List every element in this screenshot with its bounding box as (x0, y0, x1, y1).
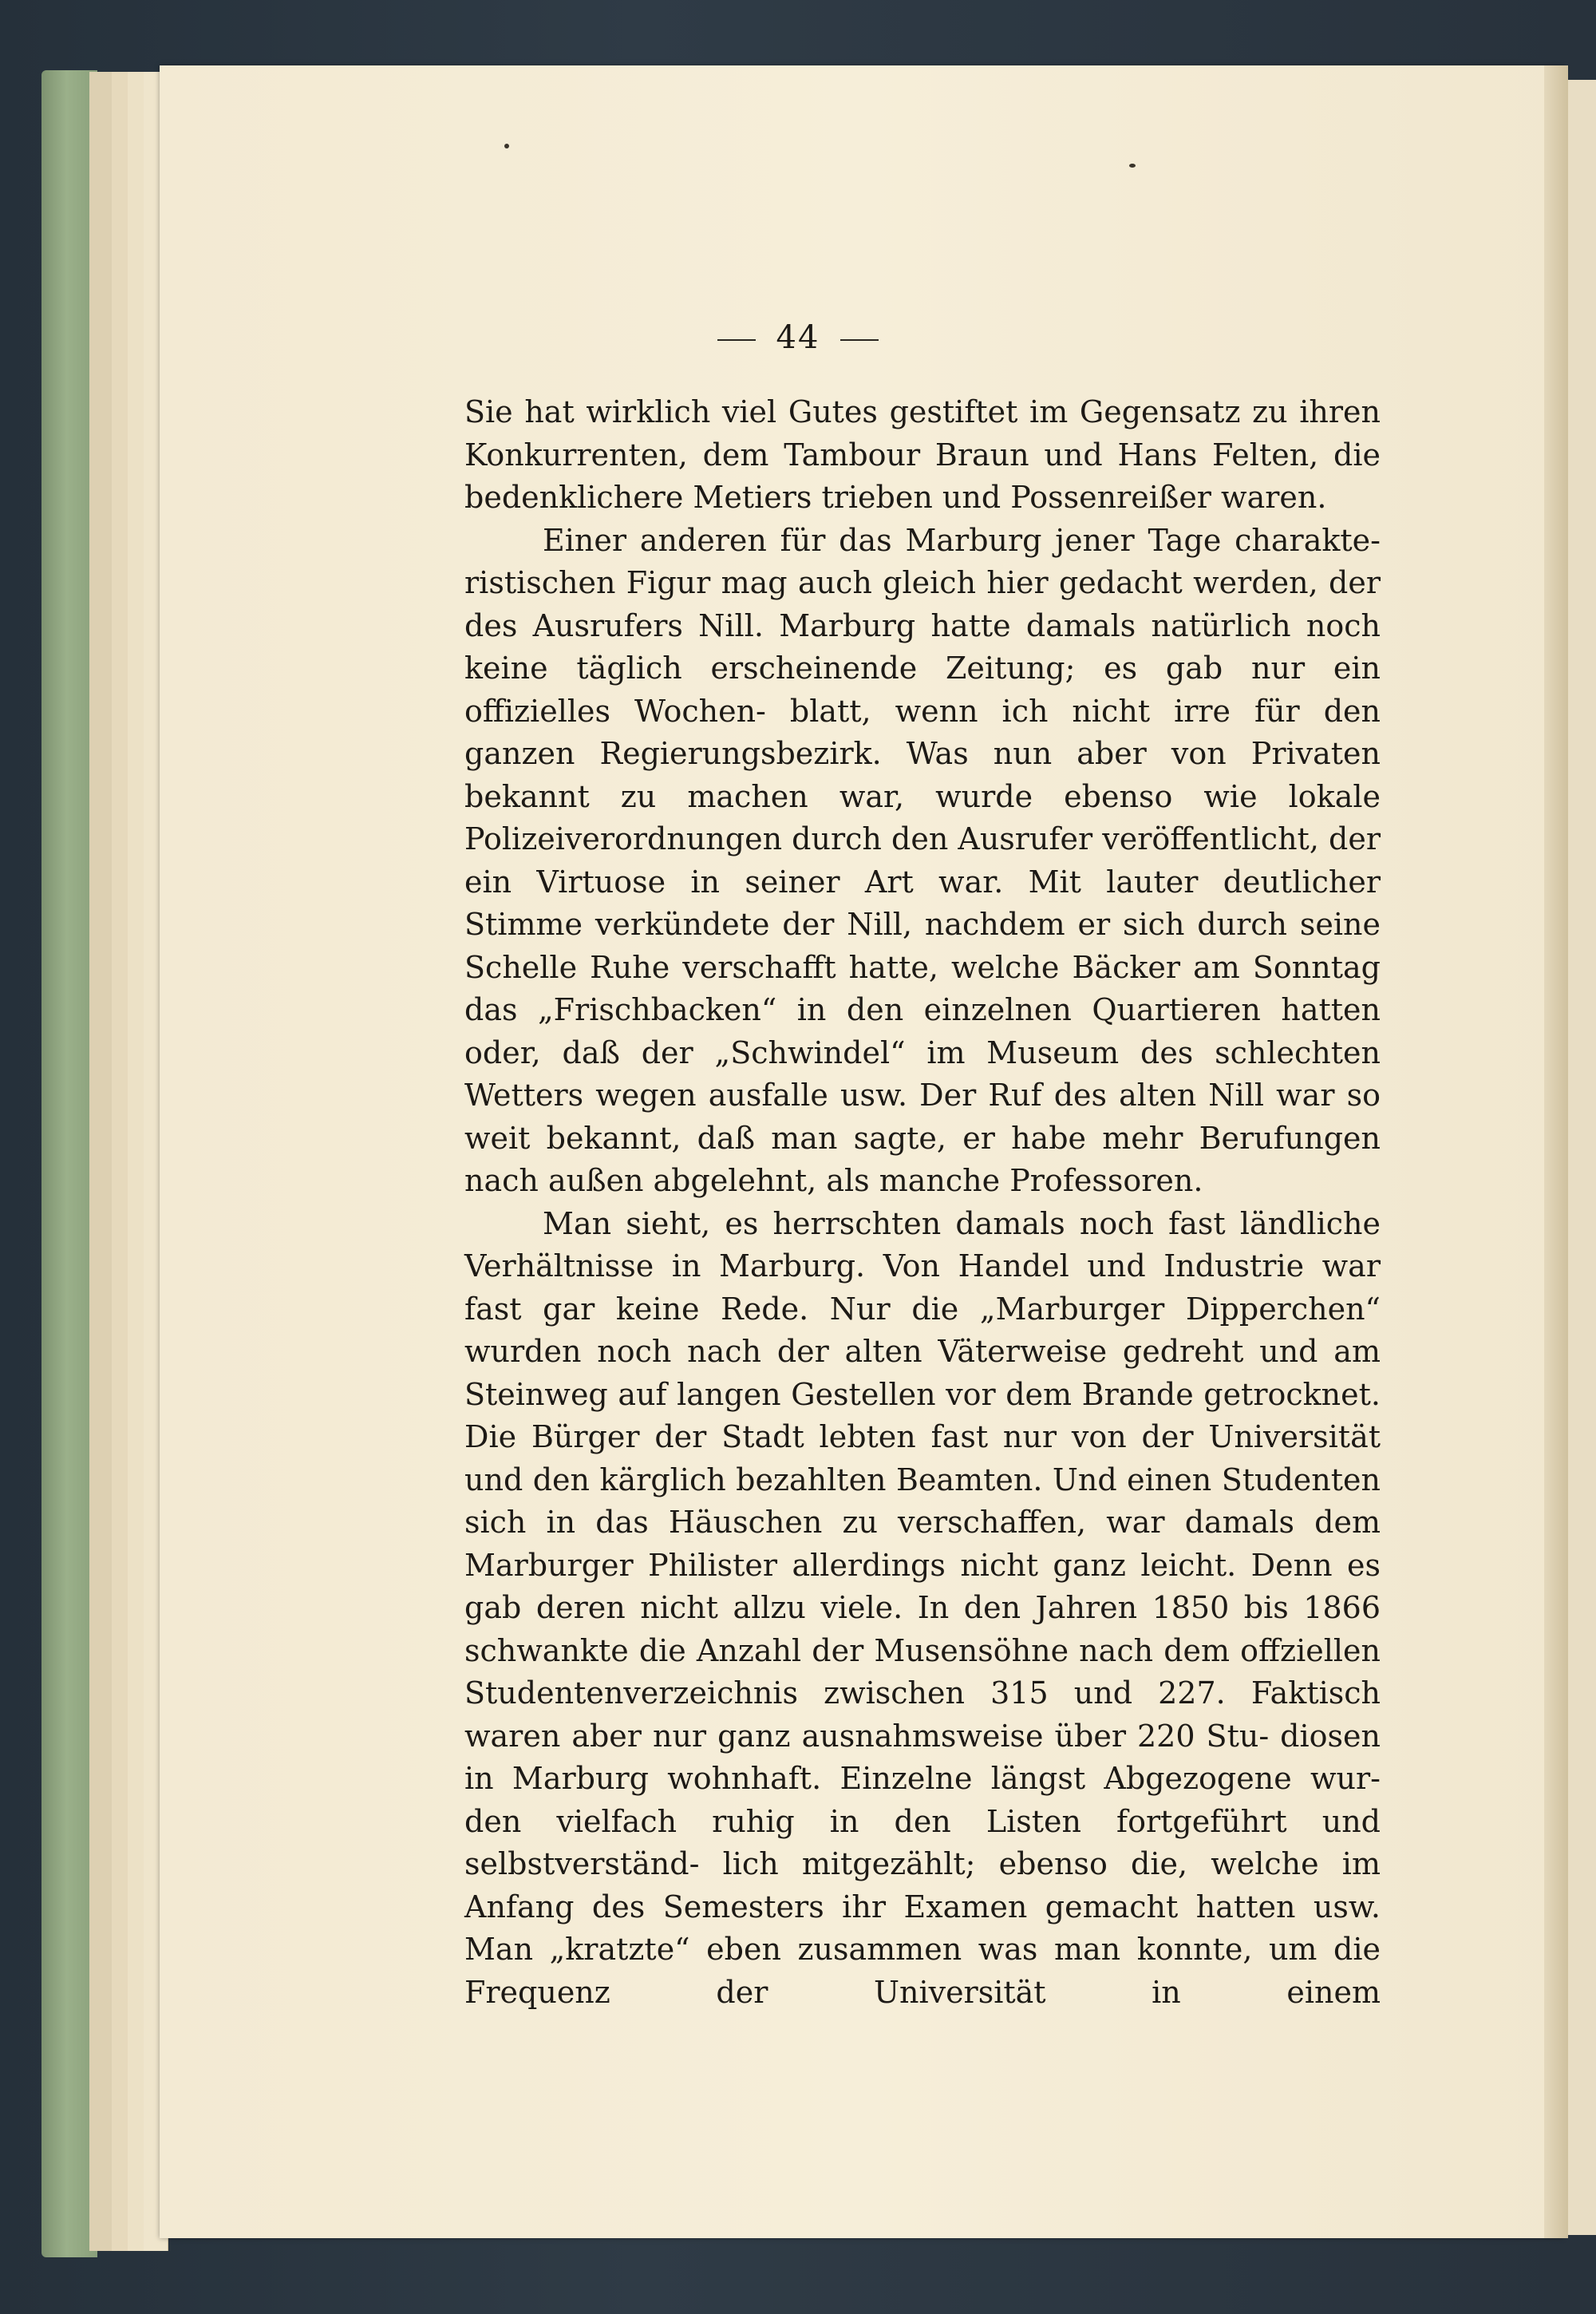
page-gutter (1544, 65, 1568, 2238)
paragraph-3: Man sieht, es herrschten damals noch fast ländliche Verhältnisse in Marburg. Von Handel und Industrie war fast gar keine Rede. Nur die „Marburger Dipperchen“ wurden noch nach der alten Väterweise gedreht und am Steinweg auf langen Gestellen vor dem Brande getrocknet. Die Bürger der Stadt lebten fast nur von der Universität und den kärglich bezahlten Beamten. Und einen Studenten sich in das Häuschen zu verschaffen, war damals dem Marburger Philister allerdings nicht ganz leicht. Denn es gab deren nicht allzu viele. In den Jahren 1850 bis 1866 schwankte die Anzahl der Musensöhne nach dem offziellen Studentenverzeichnis zwischen 315 und 227. Faktisch waren aber nur ganz ausnahmsweise über 220 Stu- diosen in Marburg wohnhaft. Einzelne längst Abgezogene wur- den vielfach ruhig in den Listen fortgeführt und selbstverständ- lich mitgezählt; ebenso die, welche im Anfang des Semesters ihr Examen gemacht hatten usw. Man „kratzte“ eben zusammen was man konnte, um die Frequenz der Universität in einem (464, 1205, 1381, 2010)
paragraph-2: Einer anderen für das Marburg jener Tage charakte- ristischen Figur mag auch gleich hier gedacht werden, der des Ausrufers Nill. Marburg hatte damals natürlich noch keine täglich erscheinende Zeitung; es gab nur ein offizielles Wochen- blatt, wenn ich nicht irre für den ganzen Regierungsbezirk. Was nun aber von Privaten bekannt zu machen war, wurde ebenso wie lokale Polizeiverordnungen durch den Ausrufer veröffentlicht, der ein Virtuose in seiner Art war. Mit lauter deutlicher Stimme verkündete der Nill, nachdem er sich durch seine Schelle Ruhe verschafft hatte, welche Bäcker am Sonntag das „Frischbacken“ in den einzelnen Quartieren hatten oder, daß der „Schwindel“ im Museum des schlechten Wetters wegen ausfalle usw. Der Ruf des alten Nill war so weit bekannt, daß man sagte, er habe mehr Berufungen nach außen abgelehnt, als manche Professoren. (464, 522, 1381, 1198)
page-number-dash-left (717, 339, 756, 341)
facing-page-edge (1568, 80, 1596, 2235)
paragraph-1: Sie hat wirklich viel Gutes gestiftet im Gegensatz zu ihren Konkurrenten, dem Tambour Braun und Hans Felten, die bedenklichere Metiers trieben und Possenreißer waren. (464, 394, 1381, 515)
page-number-dash-right (840, 339, 879, 341)
body-text (464, 391, 1381, 2014)
paper-speck (1129, 164, 1136, 168)
page-number (0, 319, 1596, 356)
paper-speck (504, 144, 509, 148)
page-number-value: 44 (776, 319, 820, 356)
